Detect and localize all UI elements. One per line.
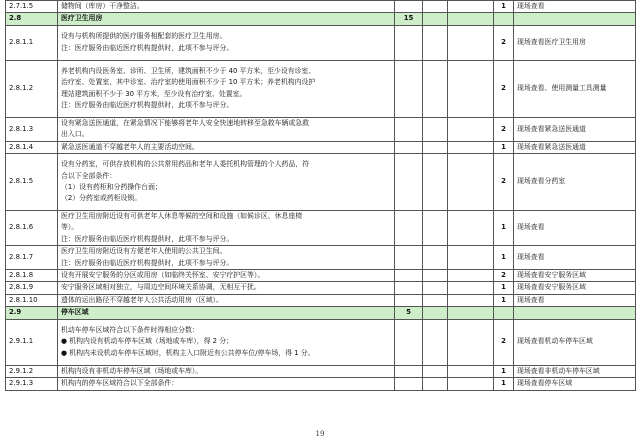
points-cell: 1 bbox=[494, 211, 514, 246]
verification-method-cell: 现场查看 bbox=[514, 1, 636, 13]
points-cell: 2 bbox=[494, 117, 514, 141]
points-cell bbox=[494, 307, 514, 319]
blank-cell bbox=[448, 365, 494, 377]
description-line: 注：医疗服务由临近医疗机构提供时，此项不参与评分。 bbox=[61, 101, 234, 110]
description-line: 理站建筑面积不少于 30 平方米，至少设有治疗室、处置室。 bbox=[61, 89, 247, 98]
points-cell: 2 bbox=[494, 60, 514, 117]
verification-method-cell bbox=[514, 13, 636, 25]
section-total-cell bbox=[395, 246, 423, 270]
section-total-cell bbox=[395, 270, 423, 282]
table-row bbox=[6, 270, 636, 282]
description-line: 设有与机构所提供的医疗服务相配套的医疗卫生用房。 bbox=[61, 32, 227, 41]
blank-cell bbox=[448, 319, 494, 365]
verification-method-cell: 现场查看医疗卫生用房 bbox=[514, 25, 636, 60]
blank-cell bbox=[448, 154, 494, 211]
table-row bbox=[6, 246, 636, 270]
blank-cell bbox=[448, 1, 494, 13]
item-code-cell: 2.7.1.5 bbox=[6, 1, 58, 13]
blank-cell bbox=[448, 307, 494, 319]
blank-cell bbox=[448, 13, 494, 25]
description-line: 遗体的运出路径不穿越老年人公共活动用房（区域）。 bbox=[61, 295, 223, 304]
blank-cell bbox=[448, 211, 494, 246]
table-row bbox=[6, 25, 636, 60]
section-total-cell bbox=[395, 365, 423, 377]
description-line: 紧急送医通道不穿越老年人的主要活动空间。 bbox=[61, 142, 199, 151]
description-line: 机构内设有非机动车停车区域（场地或车库）。 bbox=[61, 366, 203, 375]
description-line: 设有开展安宁服务的分区或用房（如临终关怀室、安宁疗护区等）。 bbox=[61, 271, 265, 280]
description-line: 医疗卫生用房 bbox=[61, 14, 103, 23]
description-line: 安宁服务区域相对独立，与周边空间环境关系协调，无相互干扰。 bbox=[61, 283, 261, 292]
item-description-cell bbox=[58, 117, 395, 141]
points-cell: 1 bbox=[494, 365, 514, 377]
item-description-cell bbox=[58, 294, 395, 306]
item-code-cell: 2.8.1.6 bbox=[6, 211, 58, 246]
table-row bbox=[6, 211, 636, 246]
item-description-cell bbox=[58, 154, 395, 211]
verification-method-cell: 现场查看非机动车停车区域 bbox=[514, 365, 636, 377]
score-cell bbox=[423, 307, 448, 319]
points-cell: 1 bbox=[494, 282, 514, 294]
score-cell bbox=[423, 294, 448, 306]
verification-method-cell: 现场查看紧急送医通道 bbox=[514, 141, 636, 153]
description-line: 设有分药室，可供存放机构的公共常用药品和老年人委托机构管理的个人药品，符 bbox=[61, 160, 310, 169]
points-cell: 1 bbox=[494, 246, 514, 270]
points-cell: 1 bbox=[494, 1, 514, 13]
section-total-cell bbox=[395, 25, 423, 60]
blank-cell bbox=[448, 117, 494, 141]
page-number: 19 bbox=[315, 430, 325, 438]
points-cell: 2 bbox=[494, 270, 514, 282]
description-line: 注：医疗服务由临近医疗机构提供时，此项不参与评分。 bbox=[61, 234, 234, 243]
verification-method-cell: 现场查看分药室 bbox=[514, 154, 636, 211]
item-code-cell: 2.9.1.1 bbox=[6, 319, 58, 365]
verification-method-cell: 现场查看 bbox=[514, 211, 636, 246]
section-total-cell bbox=[395, 60, 423, 117]
points-cell bbox=[494, 13, 514, 25]
item-description-cell bbox=[58, 282, 395, 294]
verification-method-cell: 现场查看安宁服务区域 bbox=[514, 282, 636, 294]
table-row bbox=[6, 117, 636, 141]
description-line: 等）。 bbox=[61, 223, 79, 232]
description-line: 机动车停车区域符合以下条件时得相应分数： bbox=[61, 326, 199, 335]
item-description-cell bbox=[58, 141, 395, 153]
score-cell bbox=[423, 60, 448, 117]
section-total-cell bbox=[395, 319, 423, 365]
section-total-cell bbox=[395, 282, 423, 294]
verification-method-cell: 现场查看停车区域 bbox=[514, 378, 636, 390]
item-code-cell: 2.9.1.2 bbox=[6, 365, 58, 377]
item-code-cell: 2.8.1.2 bbox=[6, 60, 58, 117]
section-total-cell bbox=[395, 117, 423, 141]
verification-method-cell: 现场查看、使用测量工具测量 bbox=[514, 60, 636, 117]
verification-method-cell bbox=[514, 307, 636, 319]
blank-cell bbox=[448, 141, 494, 153]
points-cell: 2 bbox=[494, 319, 514, 365]
description-line: （2）分药室或药柜设锁。 bbox=[61, 194, 142, 203]
score-cell bbox=[423, 246, 448, 270]
item-code-cell: 2.9.1.3 bbox=[6, 378, 58, 390]
item-code-cell: 2.8.1.8 bbox=[6, 270, 58, 282]
blank-cell bbox=[448, 25, 494, 60]
section-total-cell bbox=[395, 378, 423, 390]
section-total-cell: 5 bbox=[395, 307, 423, 319]
table-row bbox=[6, 319, 636, 365]
section-row bbox=[6, 307, 636, 319]
item-description-cell bbox=[58, 319, 395, 365]
item-description-cell bbox=[58, 25, 395, 60]
item-code-cell: 2.8.1.1 bbox=[6, 25, 58, 60]
item-description-cell bbox=[58, 270, 395, 282]
points-cell: 1 bbox=[494, 294, 514, 306]
table-row bbox=[6, 141, 636, 153]
item-code-cell: 2.8.1.9 bbox=[6, 282, 58, 294]
blank-cell bbox=[448, 294, 494, 306]
blank-cell bbox=[448, 60, 494, 117]
item-code-cell: 2.8.1.7 bbox=[6, 246, 58, 270]
score-cell bbox=[423, 25, 448, 60]
description-line: ● 机构内设有机动车停车区域（场地或车库），得 2 分； bbox=[61, 337, 233, 346]
item-description-cell bbox=[58, 13, 395, 25]
description-line: 停车区域 bbox=[61, 308, 89, 317]
score-cell bbox=[423, 1, 448, 13]
description-line: 医疗卫生用房附近设有可供老年人休息等候的空间和设施（如候诊区、休息座椅 bbox=[61, 212, 303, 221]
table-row bbox=[6, 154, 636, 211]
item-description-cell bbox=[58, 246, 395, 270]
verification-method-cell: 现场查看紧急送医通道 bbox=[514, 117, 636, 141]
description-line: 养老机构内设医务室、诊所、卫生所，建筑面积不少于 40 平方米，至少设有诊室、 bbox=[61, 67, 316, 75]
item-code-cell: 2.8.1.5 bbox=[6, 154, 58, 211]
section-total-cell bbox=[395, 154, 423, 211]
blank-cell bbox=[448, 246, 494, 270]
score-cell bbox=[423, 282, 448, 294]
description-line: 治疗室、处置室，其中诊室、治疗室的使用面积不少于 10 平方米；养老机构内设护 bbox=[61, 78, 316, 87]
item-description-cell bbox=[58, 307, 395, 319]
score-cell bbox=[423, 270, 448, 282]
score-cell bbox=[423, 365, 448, 377]
points-cell: 1 bbox=[494, 378, 514, 390]
score-cell bbox=[423, 141, 448, 153]
description-line: 合以下全部条件： bbox=[61, 171, 117, 180]
description-line: ● 机构内未设机动车停车区域时，机构主入口附近有公共停车位/停车场，得 1 分。 bbox=[61, 348, 315, 357]
description-line: 设有紧急送医通道，在紧急情况下能够将老年人安全快速地转移至急救车辆或急救 bbox=[61, 118, 310, 127]
points-cell: 1 bbox=[494, 141, 514, 153]
table-row bbox=[6, 294, 636, 306]
points-cell: 2 bbox=[494, 154, 514, 211]
section-total-cell bbox=[395, 211, 423, 246]
item-code-cell: 2.8.1.4 bbox=[6, 141, 58, 153]
description-line: 医疗卫生用房附近设有方便老年人使用的公共卫生间。 bbox=[61, 247, 227, 256]
score-cell bbox=[423, 211, 448, 246]
description-line: 出入口。 bbox=[61, 130, 89, 139]
score-cell bbox=[423, 378, 448, 390]
verification-method-cell: 现场查看安宁服务区域 bbox=[514, 270, 636, 282]
blank-cell bbox=[448, 270, 494, 282]
score-cell bbox=[423, 13, 448, 25]
score-cell bbox=[423, 319, 448, 365]
table-row bbox=[6, 1, 636, 13]
table-row bbox=[6, 365, 636, 377]
verification-method-cell: 现场查看 bbox=[514, 294, 636, 306]
verification-method-cell: 现场查看 bbox=[514, 246, 636, 270]
blank-cell bbox=[448, 282, 494, 294]
verification-method-cell: 现场查看机动车停车区域 bbox=[514, 319, 636, 365]
table-row bbox=[6, 60, 636, 117]
section-total-cell bbox=[395, 141, 423, 153]
points-cell: 2 bbox=[494, 25, 514, 60]
description-line: （1）设有药柜和分药操作台面； bbox=[61, 183, 162, 192]
standards-table bbox=[5, 0, 636, 391]
item-code-cell: 2.8.1.10 bbox=[6, 294, 58, 306]
section-total-cell bbox=[395, 1, 423, 13]
item-description-cell bbox=[58, 378, 395, 390]
blank-cell bbox=[448, 378, 494, 390]
score-cell bbox=[423, 154, 448, 211]
item-code-cell: 2.8 bbox=[6, 13, 58, 25]
description-line: 机构内的停车区域符合以下全部条件： bbox=[61, 379, 179, 388]
description-line: 注：医疗服务由临近医疗机构提供时，此项不参与评分。 bbox=[61, 258, 234, 267]
item-description-cell bbox=[58, 365, 395, 377]
table-row bbox=[6, 282, 636, 294]
table-row bbox=[6, 378, 636, 390]
section-row bbox=[6, 13, 636, 25]
item-code-cell: 2.9 bbox=[6, 307, 58, 319]
section-total-cell bbox=[395, 294, 423, 306]
item-description-cell bbox=[58, 211, 395, 246]
item-code-cell: 2.8.1.3 bbox=[6, 117, 58, 141]
score-cell bbox=[423, 117, 448, 141]
item-description-cell bbox=[58, 1, 395, 13]
description-line: 注：医疗服务由临近医疗机构提供时，此项不参与评分。 bbox=[61, 43, 234, 52]
description-line: 储物间（库房）干净整洁。 bbox=[61, 2, 144, 10]
item-description-cell bbox=[58, 60, 395, 117]
section-total-cell: 15 bbox=[395, 13, 423, 25]
